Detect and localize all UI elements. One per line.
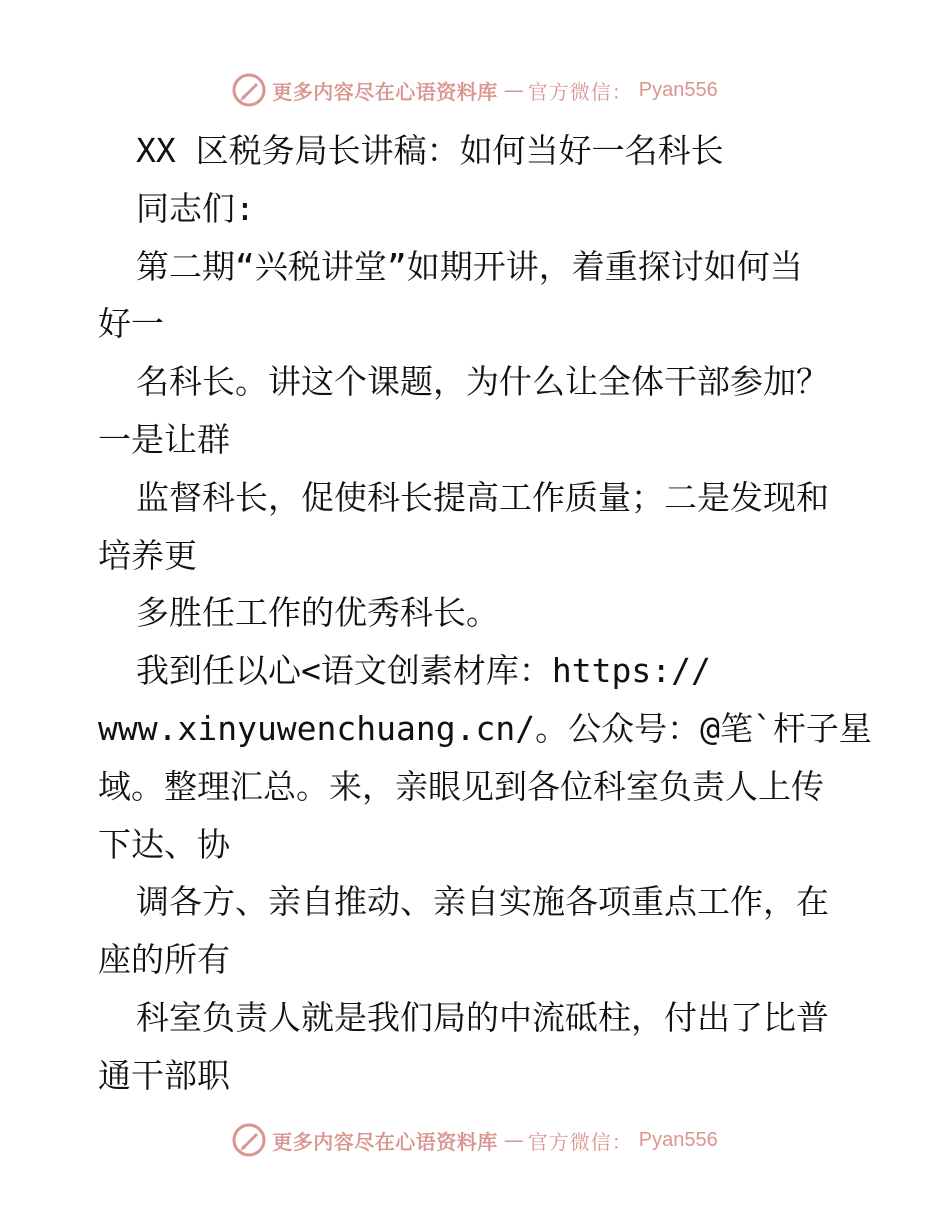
text-line: 我到任以心<语文创素材库：https:// bbox=[136, 651, 711, 691]
watermark-wechat-id: Pyan556 bbox=[638, 1128, 718, 1151]
text-line: 调各方、亲自推动、亲自实施各项重点工作，在 bbox=[136, 882, 829, 922]
text-line: 好一 bbox=[98, 304, 164, 344]
watermark-label: 官方微信： bbox=[527, 79, 633, 104]
text-line: 下达、协 bbox=[98, 824, 230, 864]
text-line: 通干部职 bbox=[98, 1055, 230, 1095]
text-line: 同志们: bbox=[136, 188, 255, 228]
watermark-header bbox=[0, 70, 950, 110]
text-line: 第二期“兴税讲堂”如期开讲，着重探讨如何当 bbox=[136, 246, 803, 286]
watermark-dash: — bbox=[503, 1128, 522, 1152]
text-line: 域。整理汇总。来，亲眼见到各位科室负责人上传 bbox=[98, 766, 824, 806]
watermark-main-text: 更多内容尽在心语资料库 bbox=[272, 79, 498, 104]
text-line: 多胜任工作的优秀科长。 bbox=[136, 593, 499, 633]
text-line: www.xinyuwenchuang.cn/。公众号：@笔`杆子星 bbox=[98, 708, 872, 748]
watermark-label: 官方微信： bbox=[527, 1129, 633, 1154]
text-line: 座的所有 bbox=[98, 940, 230, 980]
watermark-wechat-id: Pyan556 bbox=[638, 78, 718, 101]
watermark-footer bbox=[0, 1120, 950, 1160]
quill-logo-icon bbox=[232, 1123, 266, 1157]
watermark-main-text: 更多内容尽在心语资料库 bbox=[272, 1129, 498, 1154]
text-line: 科室负责人就是我们局的中流砥柱，付出了比普 bbox=[136, 997, 829, 1037]
text-line: 名科长。讲这个课题，为什么让全体干部参加？ bbox=[136, 362, 829, 402]
document-body bbox=[98, 122, 872, 1105]
document-title: XX 区税务局长讲稿：如何当好一名科长 bbox=[136, 131, 724, 170]
watermark-dash: — bbox=[503, 78, 522, 102]
text-line: 监督科长，促使科长提高工作质量；二是发现和 bbox=[136, 477, 829, 517]
text-line: 培养更 bbox=[98, 535, 197, 575]
quill-logo-icon bbox=[232, 73, 266, 107]
text-line: 一是让群 bbox=[98, 419, 230, 459]
